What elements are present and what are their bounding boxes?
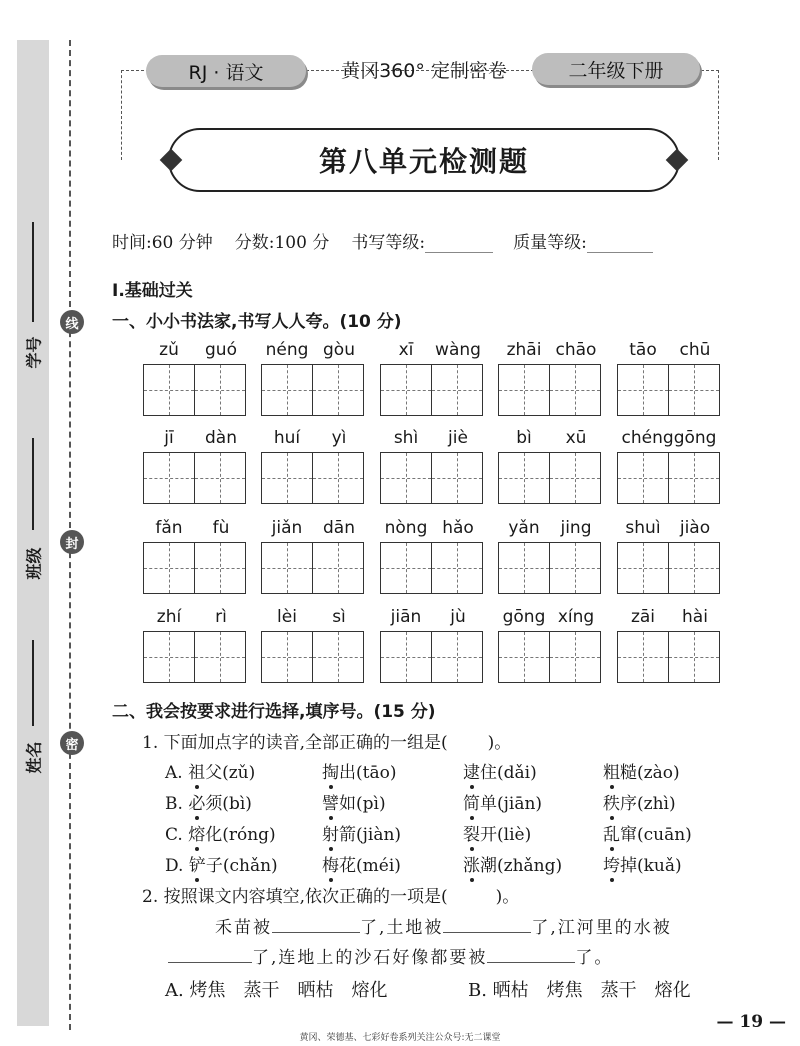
q1-option-word: [603, 820, 692, 845]
word-reading: 出(tāo): [339, 763, 397, 783]
option-letter: B.: [165, 794, 189, 814]
q1-option-word: [463, 758, 537, 783]
q1-option-c[interactable]: [165, 820, 276, 845]
q1-option-word: [322, 820, 401, 845]
tianzige-cell[interactable]: [668, 452, 720, 504]
seal-char-feng: 封: [60, 530, 84, 554]
q1-option-b[interactable]: [165, 789, 252, 814]
dotted-char: 譬: [322, 789, 339, 814]
tianzige-cell[interactable]: [312, 542, 364, 594]
pinyin-label: jī: [164, 428, 174, 448]
page-title: 第八单元检测题: [168, 128, 680, 192]
tianzige-cell[interactable]: [549, 452, 601, 504]
pinyin-label: xī: [398, 340, 414, 360]
section2-heading: 二、我会按要求进行选择,填序号。(15 分): [112, 702, 436, 722]
dotted-char: 垮: [603, 851, 620, 876]
tianzige-cell[interactable]: [617, 542, 669, 594]
word-reading: 住(dǎi): [480, 763, 537, 783]
dotted-char: 必: [188, 789, 205, 814]
word-reading: 掉(kuǎ): [620, 856, 682, 876]
pinyin-label: xíng: [557, 607, 595, 627]
tianzige-cell[interactable]: [549, 364, 601, 416]
option-letter: C.: [165, 825, 189, 845]
dotted-char: 涨: [463, 851, 480, 876]
word-reading: 窜(cuān): [620, 825, 692, 845]
pinyin-label: hǎo: [442, 518, 474, 538]
word-reading: 潮(zhǎng): [480, 856, 563, 876]
pinyin-label: jiān: [390, 607, 422, 627]
word-reading: 开(liè): [480, 825, 532, 845]
pinyin-label: zāi: [630, 607, 656, 627]
pinyin-label: gōng: [502, 607, 546, 627]
tianzige-cell[interactable]: [143, 452, 195, 504]
pinyin-label: jing: [560, 518, 592, 538]
q2-option-b[interactable]: B. 晒枯 烤焦 蒸干 熔化: [468, 980, 691, 1001]
q1-answer-blank[interactable]: [448, 730, 488, 748]
seal-char-mi: 密: [60, 731, 84, 755]
q2-prompt-text: 2. 按照课文内容填空,依次正确的一项是(: [142, 887, 448, 907]
tianzige-cell[interactable]: [143, 542, 195, 594]
dotted-char: 梅: [322, 851, 339, 876]
time-info: 时间:60 分钟: [112, 233, 213, 253]
q1-prompt: [142, 728, 511, 753]
writing-grade-label: 书写等级:: [351, 233, 426, 253]
dotted-char: 祖: [188, 758, 205, 783]
q2-option-a[interactable]: A. 烤焦 蒸干 晒枯 熔化: [165, 980, 388, 1001]
quality-grade-label: 质量等级:: [513, 233, 587, 253]
pinyin-label: shuì: [625, 518, 661, 538]
tianzige-cell[interactable]: [380, 542, 432, 594]
q2-blank-4[interactable]: [487, 945, 575, 963]
tianzige-cell[interactable]: [617, 452, 669, 504]
q2-answer-blank[interactable]: [448, 884, 496, 902]
student-id-field[interactable]: [17, 222, 49, 382]
option-letter: D.: [165, 856, 189, 876]
pinyin-label: bì: [516, 428, 532, 448]
q1-prompt-end: )。: [487, 733, 512, 753]
pinyin-label: shì: [393, 428, 419, 448]
tianzige-cell[interactable]: [194, 364, 246, 416]
dotted-char: 掏: [322, 758, 339, 783]
q1-option-word: [603, 789, 676, 814]
pinyin-label: wàng: [435, 340, 481, 360]
tianzige-cell[interactable]: [261, 542, 313, 594]
name-field[interactable]: [17, 640, 49, 788]
q1-option-word: [603, 851, 682, 876]
q2-line1: [215, 913, 672, 938]
pinyin-label: huí: [273, 428, 301, 448]
pinyin-label: fǎn: [155, 518, 183, 538]
pinyin-label: xū: [565, 428, 587, 448]
pinyin-label: jù: [450, 607, 466, 627]
pinyin-label: zhāi: [506, 340, 542, 360]
tianzige-cell[interactable]: [431, 364, 483, 416]
word-reading: 糙(zào): [620, 763, 680, 783]
tianzige-cell[interactable]: [617, 364, 669, 416]
dotted-char: 乱: [603, 820, 620, 845]
tianzige-cell[interactable]: [431, 631, 483, 683]
tianzige-cell[interactable]: [194, 452, 246, 504]
pinyin-label: hài: [682, 607, 708, 627]
q1-option-word: [322, 789, 386, 814]
pinyin-label: tāo: [629, 340, 657, 360]
q2-text-3: 了,江河里的水被: [531, 918, 672, 938]
q2-prompt: [142, 882, 519, 907]
tianzige-cell[interactable]: [668, 631, 720, 683]
q1-option-word: [322, 851, 401, 876]
subject-pill: RJ · 语文: [146, 55, 306, 87]
pinyin-label: gòu: [323, 340, 355, 360]
q1-prompt-text: 1. 下面加点字的读音,全部正确的一组是(: [142, 733, 448, 753]
quality-grade-blank[interactable]: [587, 233, 653, 253]
q2-line2: [168, 943, 613, 968]
word-reading: 单(jiān): [480, 794, 543, 814]
tianzige-cell[interactable]: [498, 364, 550, 416]
seal-char-xian: 线: [60, 310, 84, 334]
pinyin-label: jiè: [448, 428, 468, 448]
q1-option-a[interactable]: [165, 758, 255, 783]
tianzige-cell[interactable]: [431, 452, 483, 504]
tianzige-cell[interactable]: [668, 542, 720, 594]
pinyin-label: nòng: [384, 518, 428, 538]
dotted-char: 裂: [463, 820, 480, 845]
tianzige-cell[interactable]: [549, 542, 601, 594]
section1-heading: 一、小小书法家,书写人人夸。(10 分): [112, 312, 402, 332]
q1-option-word: [463, 820, 531, 845]
tianzige-cell[interactable]: [380, 364, 432, 416]
dotted-char: 熔: [188, 820, 205, 845]
pinyin-label: zhí: [156, 607, 182, 627]
q1-option-word: [603, 758, 680, 783]
dotted-char: 秩: [603, 789, 620, 814]
dotted-char: 粗: [603, 758, 620, 783]
word-reading: 如(pì): [339, 794, 386, 814]
q2-text-5: 了。: [575, 948, 614, 968]
tianzige-cell[interactable]: [668, 364, 720, 416]
tianzige-cell[interactable]: [549, 631, 601, 683]
word-reading: 箭(jiàn): [339, 825, 402, 845]
word-reading: 序(zhì): [620, 794, 676, 814]
page-number: — 19 —: [716, 1012, 786, 1032]
pinyin-label: dàn: [205, 428, 237, 448]
dotted-char: 射: [322, 820, 339, 845]
class-field[interactable]: [17, 438, 49, 596]
score-info: 分数:100 分: [234, 233, 330, 253]
writing-grade-blank[interactable]: [425, 233, 493, 253]
tianzige-cell[interactable]: [143, 364, 195, 416]
tianzige-cell[interactable]: [431, 542, 483, 594]
tianzige-cell[interactable]: [380, 452, 432, 504]
pinyin-label: chénggōng: [621, 428, 717, 448]
tianzige-cell[interactable]: [312, 631, 364, 683]
q1-option-d[interactable]: [165, 851, 278, 876]
part-heading: Ⅰ.基础过关: [112, 281, 193, 301]
q2-blank-3[interactable]: [168, 945, 252, 963]
tianzige-cell[interactable]: [498, 631, 550, 683]
tianzige-cell[interactable]: [498, 542, 550, 594]
pinyin-label: sì: [332, 607, 346, 627]
tianzige-cell[interactable]: [261, 452, 313, 504]
pinyin-label: jiǎn: [271, 518, 303, 538]
tianzige-cell[interactable]: [312, 452, 364, 504]
dotted-char: 逮: [463, 758, 480, 783]
q2-text-2: 了,土地被: [360, 918, 444, 938]
pinyin-label: guó: [205, 340, 237, 360]
q2-text-1: 禾苗被: [215, 918, 272, 938]
q2-blank-2[interactable]: [443, 915, 531, 933]
name-label: 姓名: [24, 740, 44, 774]
q1-option-word: [463, 789, 542, 814]
pinyin-label: yǎn: [508, 518, 540, 538]
class-label: 班级: [24, 546, 44, 580]
pinyin-label: lèi: [277, 607, 297, 627]
pinyin-label: yì: [331, 428, 347, 448]
q2-text-4: 了,连地上的沙石好像都要被: [252, 948, 488, 968]
tianzige-cell[interactable]: [617, 631, 669, 683]
option-letter: A.: [165, 763, 189, 783]
pinyin-label: jiào: [679, 518, 711, 538]
tianzige-cell[interactable]: [261, 631, 313, 683]
q2-blank-1[interactable]: [272, 915, 360, 933]
pinyin-label: zǔ: [159, 340, 179, 360]
pinyin-label: rì: [215, 607, 227, 627]
exam-info: [112, 228, 653, 253]
dotted-char: 简: [463, 789, 480, 814]
word-reading: 子(chǎn): [205, 856, 278, 876]
word-reading: 父(zǔ): [205, 763, 256, 783]
tianzige-cell[interactable]: [143, 631, 195, 683]
q2-prompt-end: )。: [495, 887, 520, 907]
tianzige-cell[interactable]: [261, 364, 313, 416]
pinyin-label: chū: [679, 340, 711, 360]
pinyin-label: néng: [265, 340, 309, 360]
word-reading: 化(róng): [205, 825, 276, 845]
pinyin-label: chāo: [555, 340, 597, 360]
tianzige-cell[interactable]: [194, 631, 246, 683]
q1-option-word: [322, 758, 396, 783]
grade-pill: 二年级下册: [532, 53, 700, 85]
word-reading: 须(bì): [205, 794, 252, 814]
q1-option-word: [463, 851, 562, 876]
pinyin-label: dān: [323, 518, 355, 538]
tianzige-cell[interactable]: [498, 452, 550, 504]
student-id-label: 学号: [24, 335, 44, 369]
footer-note: 黄冈、荣德基、七彩好卷系列关注公众号:无二课堂: [299, 1033, 501, 1043]
tianzige-cell[interactable]: [194, 542, 246, 594]
dotted-char: 铲: [189, 851, 206, 876]
tianzige-cell[interactable]: [380, 631, 432, 683]
header-series: 黄冈360° 定制密卷: [341, 60, 507, 82]
word-reading: 花(méi): [339, 856, 401, 876]
pinyin-label: fù: [212, 518, 230, 538]
tianzige-cell[interactable]: [312, 364, 364, 416]
